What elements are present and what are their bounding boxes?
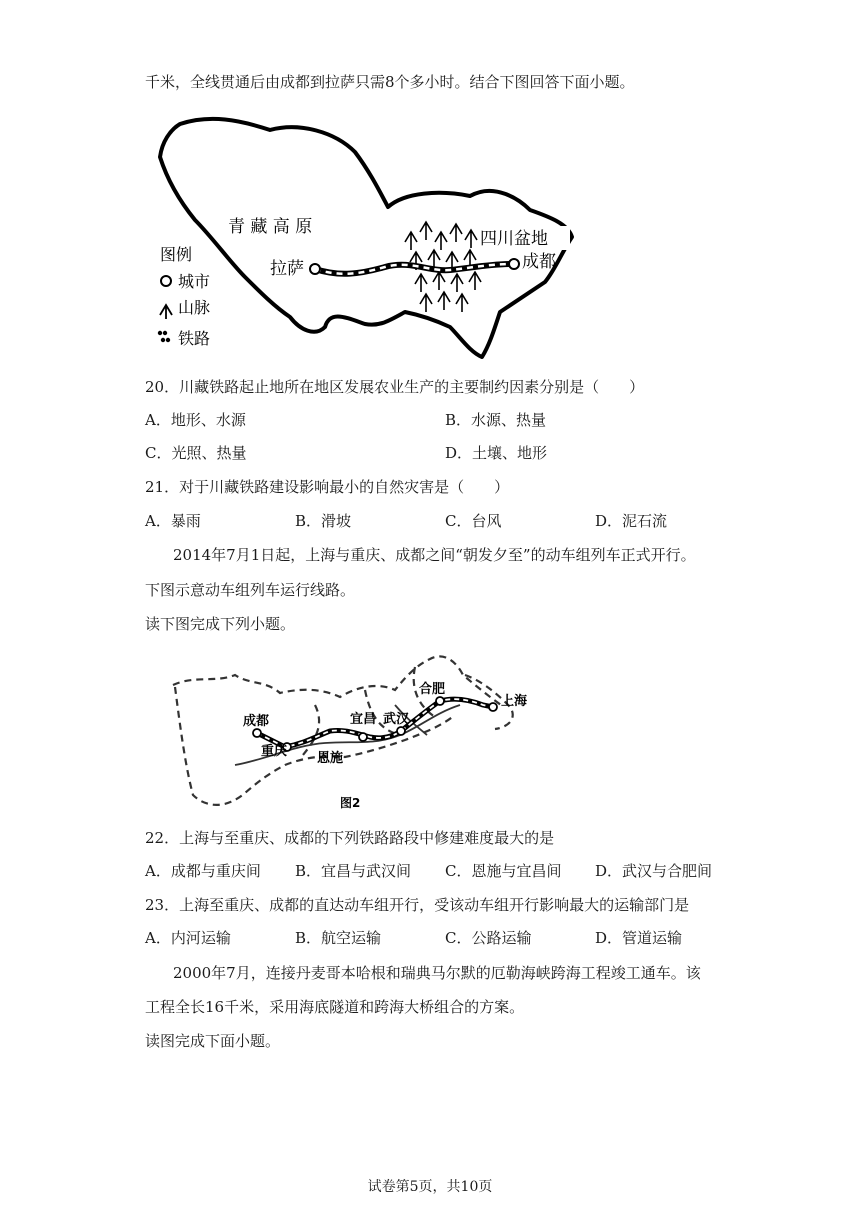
- q21-option-b[interactable]: B．滑坡: [295, 512, 352, 530]
- station-wuhan: [397, 727, 405, 735]
- map2-label-hefei: 合肥: [419, 682, 446, 697]
- legend-mountain: 山脉: [178, 298, 211, 317]
- q23-option-b[interactable]: B．航空运输: [295, 929, 382, 947]
- legend-railway: 铁路: [178, 329, 211, 348]
- station-yichang: [359, 733, 367, 741]
- passage-2-line-3: 读下图完成下列小题。: [145, 615, 296, 633]
- label-lhasa: 拉萨: [270, 259, 304, 279]
- passage-3-line-2: 工程全长16千米，采用海底隧道和跨海大桥组合的方案。: [145, 998, 525, 1016]
- q21-option-c[interactable]: C．台风: [445, 512, 502, 530]
- q20-option-a[interactable]: A．地形、水源: [145, 411, 246, 429]
- passage-2-line-1: 2014年7月1日起，上海与重庆、成都之间“朝发夕至”的动车组列车正式开行。: [173, 546, 696, 564]
- passage-3-line-3: 读图完成下面小题。: [145, 1032, 281, 1050]
- map1-legend: [158, 245, 210, 348]
- passage-3-line-1: 2000年7月，连接丹麦哥本哈根和瑞典马尔默的厄勒海峡跨海工程竣工通车。该: [173, 964, 701, 982]
- map2-label-shanghai: 上海: [501, 694, 528, 709]
- map2-label-enshi: 恩施: [317, 751, 344, 766]
- station-hefei: [436, 697, 444, 705]
- question-21-stem: 21．对于川藏铁路建设影响最小的自然灾害是（ ）: [145, 478, 510, 496]
- passage-intro-tail: 千米，全线贯通后由成都到拉萨只需8个多小时。结合下图回答下面小题。: [145, 73, 635, 91]
- passage-2-line-2: 下图示意动车组列车运行线路。: [145, 581, 356, 599]
- q22-option-d[interactable]: D．武汉与合肥间: [595, 862, 713, 880]
- q20-option-b[interactable]: B．水源、热量: [445, 411, 547, 429]
- q23-option-a[interactable]: A．内河运输: [145, 929, 231, 947]
- legend-title: 图例: [160, 245, 193, 264]
- question-22-stem: 22．上海与至重庆、成都的下列铁路路段中修建难度最大的是: [145, 829, 555, 847]
- page-footer: 试卷第5页，共10页: [367, 1179, 493, 1195]
- map2-label-wuhan: 武汉: [383, 712, 410, 727]
- map2-caption: 图2: [340, 796, 361, 810]
- map2-label-chengdu: 成都: [243, 714, 270, 729]
- train-route-map: [165, 645, 550, 815]
- q21-option-a[interactable]: A．暴雨: [145, 512, 201, 530]
- question-20-stem: 20．川藏铁路起止地所在地区发展农业生产的主要制约因素分别是（ ）: [145, 378, 645, 396]
- station-shanghai: [489, 703, 497, 711]
- q23-option-d[interactable]: D．管道运输: [595, 929, 683, 947]
- label-plateau: 青 藏 高 原: [228, 217, 313, 237]
- q22-option-a[interactable]: A．成都与重庆间: [145, 862, 261, 880]
- label-basin: 四川盆地: [480, 229, 548, 249]
- map2-label-yichang: 宜昌: [350, 712, 377, 727]
- station-chengdu: [253, 729, 261, 737]
- label-chengdu: 成都: [522, 252, 556, 272]
- q22-option-b[interactable]: B．宜昌与武汉间: [295, 862, 412, 880]
- q22-option-c[interactable]: C．恩施与宜昌间: [445, 862, 562, 880]
- chengdu-city-marker: [509, 259, 519, 269]
- q23-option-c[interactable]: C．公路运输: [445, 929, 532, 947]
- q20-option-d[interactable]: D．土壤、地形: [445, 444, 548, 462]
- legend-city: 城市: [178, 272, 211, 291]
- question-23-stem: 23．上海至重庆、成都的直达动车组开行，受该动车组开行影响最大的运输部门是: [145, 896, 690, 914]
- mountain-icon: [160, 305, 172, 319]
- sichuan-tibet-railway-map: [150, 112, 590, 367]
- map2-label-chongqing: 重庆: [261, 744, 288, 759]
- q21-option-d[interactable]: D．泥石流: [595, 512, 668, 530]
- q20-option-c[interactable]: C．光照、热量: [145, 444, 247, 462]
- lhasa-city-marker: [310, 264, 320, 274]
